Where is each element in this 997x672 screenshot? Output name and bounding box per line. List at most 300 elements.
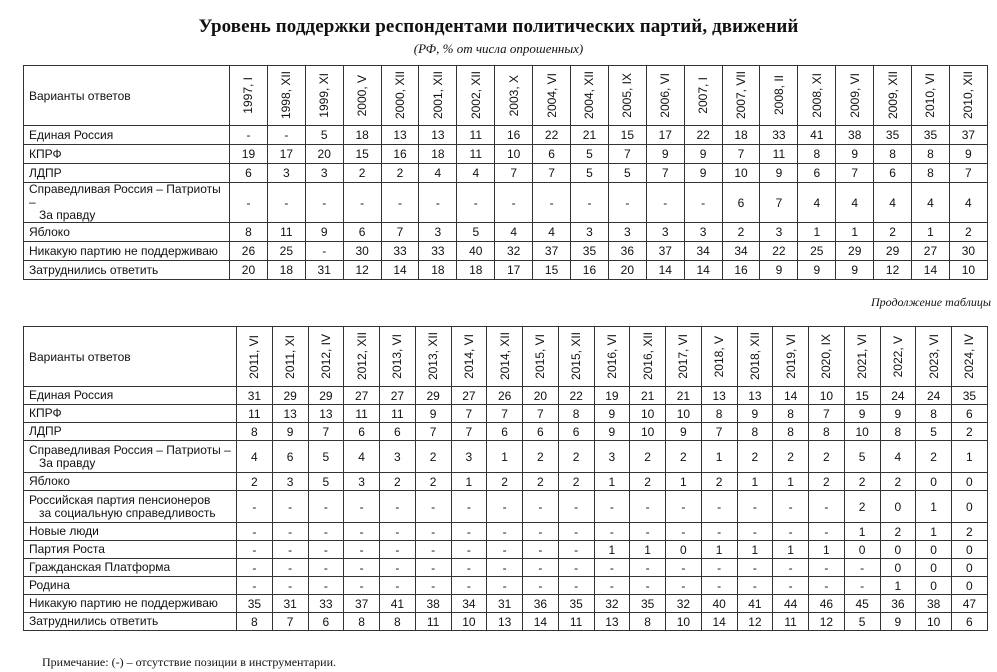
- column-header-label: 2014, XII: [497, 332, 512, 381]
- column-header-date: [684, 66, 722, 126]
- table-row: [24, 473, 988, 491]
- table-cell: 41: [798, 126, 836, 145]
- table-cell: 13: [308, 405, 344, 423]
- column-header-label: 2015, XII: [569, 332, 584, 381]
- table-row: [24, 541, 988, 559]
- table-cell: -: [523, 523, 559, 541]
- row-label: [24, 423, 237, 441]
- table-cell: 9: [684, 145, 722, 164]
- column-header-label: 1999, XI: [317, 73, 332, 118]
- table-cell: 1: [912, 223, 950, 242]
- table-cell: 16: [722, 261, 760, 280]
- table-cell: 1: [798, 223, 836, 242]
- row-label-line: Единая Россия: [29, 388, 114, 402]
- table-cell: -: [558, 523, 594, 541]
- table-cell: -: [773, 523, 809, 541]
- table-cell: 1: [737, 541, 773, 559]
- column-header-date: [415, 327, 451, 387]
- table-cell: 7: [495, 164, 533, 183]
- table-cell: 29: [836, 242, 874, 261]
- table-cell: -: [487, 491, 523, 523]
- table-cell: 19: [230, 145, 268, 164]
- table-cell: 29: [874, 242, 912, 261]
- table-cell: 1: [916, 491, 952, 523]
- table-cell: 13: [487, 613, 523, 631]
- table-cell: 9: [836, 261, 874, 280]
- row-label-line: Гражданская Платформа: [29, 560, 171, 574]
- table-cell: 2: [874, 223, 912, 242]
- table-cell: 5: [305, 126, 343, 145]
- table-row: [24, 423, 988, 441]
- column-header-date: [608, 66, 646, 126]
- row-label-line: Затруднились ответить: [29, 262, 159, 277]
- table-cell: 35: [874, 126, 912, 145]
- table-cell: 8: [798, 145, 836, 164]
- table-cell: 40: [701, 595, 737, 613]
- table-cell: 36: [880, 595, 916, 613]
- table-cell: 21: [666, 387, 702, 405]
- table-cell: 9: [666, 423, 702, 441]
- table-cell: 5: [608, 164, 646, 183]
- table-cell: 7: [949, 164, 987, 183]
- column-header-date: [344, 327, 380, 387]
- table-cell: 9: [594, 405, 630, 423]
- table-cell: 47: [952, 595, 988, 613]
- column-header-date: [380, 327, 416, 387]
- table-cell: 8: [773, 423, 809, 441]
- table-cell: -: [737, 559, 773, 577]
- table-cell: 29: [272, 387, 308, 405]
- table-cell: -: [344, 559, 380, 577]
- table-cell: 3: [419, 223, 457, 242]
- table-cell: 11: [380, 405, 416, 423]
- table-row: [24, 613, 988, 631]
- table-cell: 33: [419, 242, 457, 261]
- row-label: [24, 242, 230, 261]
- column-header-date: [949, 66, 987, 126]
- table-row: [24, 223, 988, 242]
- table-cell: -: [267, 183, 305, 223]
- table-cell: 3: [272, 473, 308, 491]
- table-cell: 9: [684, 164, 722, 183]
- table-cell: -: [344, 577, 380, 595]
- row-label: [24, 559, 237, 577]
- column-header-label: 1998, XII: [279, 71, 294, 120]
- table-cell: -: [809, 577, 845, 595]
- table-cell: 18: [722, 126, 760, 145]
- table-cell: 2: [949, 223, 987, 242]
- table-cell: 6: [798, 164, 836, 183]
- column-header-date: [523, 327, 559, 387]
- table-cell: 4: [237, 441, 273, 473]
- table-cell: 17: [267, 145, 305, 164]
- table-cell: -: [230, 183, 268, 223]
- table-cell: 20: [523, 387, 559, 405]
- column-header-date: [701, 327, 737, 387]
- table-cell: 15: [343, 145, 381, 164]
- table-cell: 8: [344, 613, 380, 631]
- table-cell: 11: [267, 223, 305, 242]
- table-cell: 1: [836, 223, 874, 242]
- row-label-line: Новые люди: [29, 524, 99, 538]
- table-cell: 2: [666, 441, 702, 473]
- table-cell: 46: [809, 595, 845, 613]
- table-cell: 2: [880, 523, 916, 541]
- table-cell: 1: [809, 541, 845, 559]
- table-cell: 2: [880, 473, 916, 491]
- table-cell: 2: [558, 473, 594, 491]
- column-header-label: 2007, I: [696, 77, 711, 114]
- table-cell: 7: [701, 423, 737, 441]
- table-cell: 1: [773, 473, 809, 491]
- table-cell: 37: [646, 242, 684, 261]
- table-cell: -: [701, 559, 737, 577]
- table-cell: 10: [630, 423, 666, 441]
- column-header-date: [230, 66, 268, 126]
- table-cell: 11: [344, 405, 380, 423]
- table-cell: -: [415, 559, 451, 577]
- support-table-part-2: [23, 326, 988, 631]
- table-cell: 31: [272, 595, 308, 613]
- table-cell: 35: [558, 595, 594, 613]
- table-cell: 0: [952, 491, 988, 523]
- table-cell: 13: [737, 387, 773, 405]
- table-cell: 1: [451, 473, 487, 491]
- table-cell: -: [272, 577, 308, 595]
- table-cell: 38: [836, 126, 874, 145]
- column-header-label: 2023, VI: [926, 334, 941, 379]
- table-cell: 22: [558, 387, 594, 405]
- table-cell: 32: [495, 242, 533, 261]
- table-cell: 4: [874, 183, 912, 223]
- table-cell: 3: [451, 441, 487, 473]
- table-cell: 7: [836, 164, 874, 183]
- table-cell: 10: [809, 387, 845, 405]
- table-cell: 9: [836, 145, 874, 164]
- table-cell: 5: [308, 473, 344, 491]
- table-cell: 9: [305, 223, 343, 242]
- table-cell: 18: [343, 126, 381, 145]
- table-cell: 35: [237, 595, 273, 613]
- table-cell: 12: [809, 613, 845, 631]
- table-cell: -: [419, 183, 457, 223]
- column-header-label: 2004, VI: [544, 73, 559, 118]
- column-header-date: [722, 66, 760, 126]
- table-cell: 8: [237, 423, 273, 441]
- table-cell: 2: [237, 473, 273, 491]
- column-header-label: 2015, VI: [533, 334, 548, 379]
- table-cell: -: [237, 491, 273, 523]
- column-header-label: 2020, IX: [819, 334, 834, 379]
- table-cell: 2: [380, 473, 416, 491]
- table-cell: 5: [571, 145, 609, 164]
- table-cell: 21: [630, 387, 666, 405]
- table-cell: 13: [594, 613, 630, 631]
- footnote: Примечание: (-) – отсутствие позиции в инструментарии.: [42, 655, 336, 669]
- table-cell: 45: [844, 595, 880, 613]
- table-cell: -: [237, 541, 273, 559]
- row-label-line: Затруднились ответить: [29, 614, 159, 628]
- table-cell: -: [308, 577, 344, 595]
- table-cell: -: [844, 559, 880, 577]
- table-cell: 11: [773, 613, 809, 631]
- table-cell: 0: [880, 491, 916, 523]
- table-row: [24, 523, 988, 541]
- table-row: [24, 441, 988, 473]
- table-cell: 4: [495, 223, 533, 242]
- table-cell: 0: [952, 473, 988, 491]
- table-cell: -: [666, 491, 702, 523]
- table-cell: 5: [457, 223, 495, 242]
- table-cell: 2: [809, 441, 845, 473]
- row-label: [24, 145, 230, 164]
- table-cell: 14: [773, 387, 809, 405]
- table-cell: 8: [737, 423, 773, 441]
- table-cell: 0: [916, 541, 952, 559]
- table-cell: 12: [874, 261, 912, 280]
- table-cell: -: [523, 559, 559, 577]
- table-cell: 6: [722, 183, 760, 223]
- table-cell: 44: [773, 595, 809, 613]
- table-cell: 33: [760, 126, 798, 145]
- table-cell: -: [773, 577, 809, 595]
- table-cell: 10: [666, 613, 702, 631]
- table-cell: 8: [880, 423, 916, 441]
- table-cell: 0: [666, 541, 702, 559]
- table-cell: 0: [916, 473, 952, 491]
- table-cell: -: [737, 577, 773, 595]
- column-header-label: 2009, VI: [847, 73, 862, 118]
- table-cell: -: [558, 541, 594, 559]
- table-cell: 2: [722, 223, 760, 242]
- row-label: [24, 441, 237, 473]
- table-cell: -: [381, 183, 419, 223]
- column-header-label: 1997, I: [241, 77, 256, 114]
- table-cell: -: [237, 559, 273, 577]
- table-cell: 4: [949, 183, 987, 223]
- table-cell: -: [487, 523, 523, 541]
- table-cell: 3: [267, 164, 305, 183]
- table-cell: -: [594, 577, 630, 595]
- table-row: [24, 164, 988, 183]
- column-header-date: [267, 66, 305, 126]
- table-cell: 7: [646, 164, 684, 183]
- table-cell: 20: [230, 261, 268, 280]
- table-cell: -: [773, 559, 809, 577]
- table-cell: 7: [308, 423, 344, 441]
- column-header-label: 2000, V: [355, 74, 370, 117]
- table-cell: 2: [952, 423, 988, 441]
- table-cell: 6: [344, 423, 380, 441]
- table-cell: -: [380, 577, 416, 595]
- table-cell: 1: [701, 541, 737, 559]
- column-header-label: 2002, XII: [468, 71, 483, 120]
- table-cell: 13: [701, 387, 737, 405]
- table-cell: 2: [630, 441, 666, 473]
- table-cell: 1: [880, 577, 916, 595]
- column-header-label: 2022, V: [890, 335, 905, 378]
- table-cell: 18: [457, 261, 495, 280]
- table-cell: -: [487, 541, 523, 559]
- column-header-label: 2017, VI: [676, 334, 691, 379]
- column-header-date: [952, 327, 988, 387]
- page-subtitle: (РФ, % от числа опрошенных): [413, 41, 584, 56]
- table-cell: 2: [415, 473, 451, 491]
- table-cell: 7: [451, 423, 487, 441]
- table-cell: 6: [380, 423, 416, 441]
- table-cell: 8: [558, 405, 594, 423]
- table-cell: 1: [844, 523, 880, 541]
- table-cell: -: [684, 183, 722, 223]
- row-label-line: за социальную справедливость: [39, 505, 216, 520]
- column-header-date: [457, 66, 495, 126]
- table-cell: 27: [344, 387, 380, 405]
- column-header-label: 2024, IV: [962, 334, 977, 379]
- column-header-date: [880, 327, 916, 387]
- table-cell: 25: [798, 242, 836, 261]
- column-header-date: [272, 327, 308, 387]
- table-row: [24, 577, 988, 595]
- table-cell: 22: [760, 242, 798, 261]
- table-cell: 16: [571, 261, 609, 280]
- table-cell: 4: [344, 441, 380, 473]
- table-cell: 7: [523, 405, 559, 423]
- table-cell: -: [558, 577, 594, 595]
- column-header-date: [836, 66, 874, 126]
- table-cell: -: [558, 491, 594, 523]
- row-label-line: КПРФ: [29, 146, 62, 161]
- table-cell: 8: [630, 613, 666, 631]
- column-header-date: [571, 66, 609, 126]
- row-label: [24, 595, 237, 613]
- row-label: [24, 223, 230, 242]
- table-cell: -: [666, 523, 702, 541]
- table-cell: 17: [495, 261, 533, 280]
- table-cell: 33: [381, 242, 419, 261]
- table-cell: 9: [272, 423, 308, 441]
- table-row: [24, 595, 988, 613]
- table-cell: -: [415, 523, 451, 541]
- table-cell: -: [230, 126, 268, 145]
- table-cell: 2: [523, 473, 559, 491]
- table-cell: -: [495, 183, 533, 223]
- table-cell: 6: [558, 423, 594, 441]
- table-cell: -: [844, 577, 880, 595]
- table-cell: -: [533, 183, 571, 223]
- table-cell: 6: [272, 441, 308, 473]
- table-cell: -: [344, 541, 380, 559]
- row-label: [24, 261, 230, 280]
- table-cell: -: [737, 523, 773, 541]
- table-cell: 5: [844, 441, 880, 473]
- column-header-date: [308, 327, 344, 387]
- row-label: [24, 405, 237, 423]
- table-cell: 9: [760, 164, 798, 183]
- table-cell: 35: [571, 242, 609, 261]
- table-cell: -: [305, 242, 343, 261]
- row-label-line: За правду: [39, 208, 96, 222]
- row-label-line: Партия Роста: [29, 542, 105, 556]
- page-title: Уровень поддержки респондентами политических партий, движений: [198, 16, 799, 37]
- table-cell: 0: [952, 541, 988, 559]
- table-cell: -: [305, 183, 343, 223]
- table-cell: 4: [836, 183, 874, 223]
- table-cell: -: [630, 577, 666, 595]
- table-cell: 1: [666, 473, 702, 491]
- row-label-line: Никакую партию не поддерживаю: [29, 243, 218, 258]
- table-cell: 7: [487, 405, 523, 423]
- table-cell: 11: [558, 613, 594, 631]
- column-header-label: 2021, VI: [855, 334, 870, 379]
- column-header-label: 2014, VI: [461, 334, 476, 379]
- column-header-label: 2010, XII: [961, 71, 976, 120]
- table-cell: 10: [666, 405, 702, 423]
- table-cell: 18: [419, 261, 457, 280]
- table-cell: -: [594, 523, 630, 541]
- table-cell: 20: [608, 261, 646, 280]
- column-header-label: 2011, VI: [247, 334, 262, 379]
- table-cell: 10: [495, 145, 533, 164]
- table-cell: -: [308, 491, 344, 523]
- row-label-line: Яблоко: [29, 474, 70, 488]
- table-cell: 6: [308, 613, 344, 631]
- table-cell: 6: [533, 145, 571, 164]
- table-cell: 4: [912, 183, 950, 223]
- table-row: [24, 183, 988, 223]
- table-row: [24, 491, 988, 523]
- column-header-label: 2016, XII: [640, 332, 655, 381]
- table-cell: 1: [773, 541, 809, 559]
- column-header-label: 2009, XII: [885, 71, 900, 120]
- row-label-line: Родина: [29, 578, 70, 592]
- table-cell: 9: [760, 261, 798, 280]
- table-cell: 8: [380, 613, 416, 631]
- column-header-date: [558, 327, 594, 387]
- table-row: [24, 145, 988, 164]
- row-label: [24, 164, 230, 183]
- column-header-date: [533, 66, 571, 126]
- table-cell: -: [457, 183, 495, 223]
- table-cell: 2: [844, 473, 880, 491]
- table-cell: 2: [809, 473, 845, 491]
- table-cell: 0: [952, 577, 988, 595]
- row-label-line: ЛДПР: [29, 424, 62, 438]
- row-label-line: Единая Россия: [29, 127, 114, 142]
- column-header-label: 2011, XI: [283, 334, 298, 379]
- column-header-label: 2004, XII: [582, 71, 597, 120]
- table-cell: 10: [451, 613, 487, 631]
- table-cell: -: [701, 491, 737, 523]
- column-header-answer-options: Варианты ответов: [24, 327, 237, 387]
- table-cell: 1: [737, 473, 773, 491]
- table-cell: 1: [630, 541, 666, 559]
- table-cell: -: [666, 577, 702, 595]
- table-cell: 29: [308, 387, 344, 405]
- table-cell: 16: [381, 145, 419, 164]
- table-row: [24, 126, 988, 145]
- table-cell: 10: [844, 423, 880, 441]
- table-cell: 9: [880, 613, 916, 631]
- table-cell: -: [630, 523, 666, 541]
- row-label-line: Яблоко: [29, 224, 70, 239]
- table-cell: 7: [533, 164, 571, 183]
- table-cell: 11: [457, 126, 495, 145]
- column-header-date: [916, 327, 952, 387]
- table-cell: -: [267, 126, 305, 145]
- row-label-line: Российская партия пенсионеров: [29, 492, 211, 507]
- table-cell: 18: [267, 261, 305, 280]
- column-header-label: 2013, VI: [390, 334, 405, 379]
